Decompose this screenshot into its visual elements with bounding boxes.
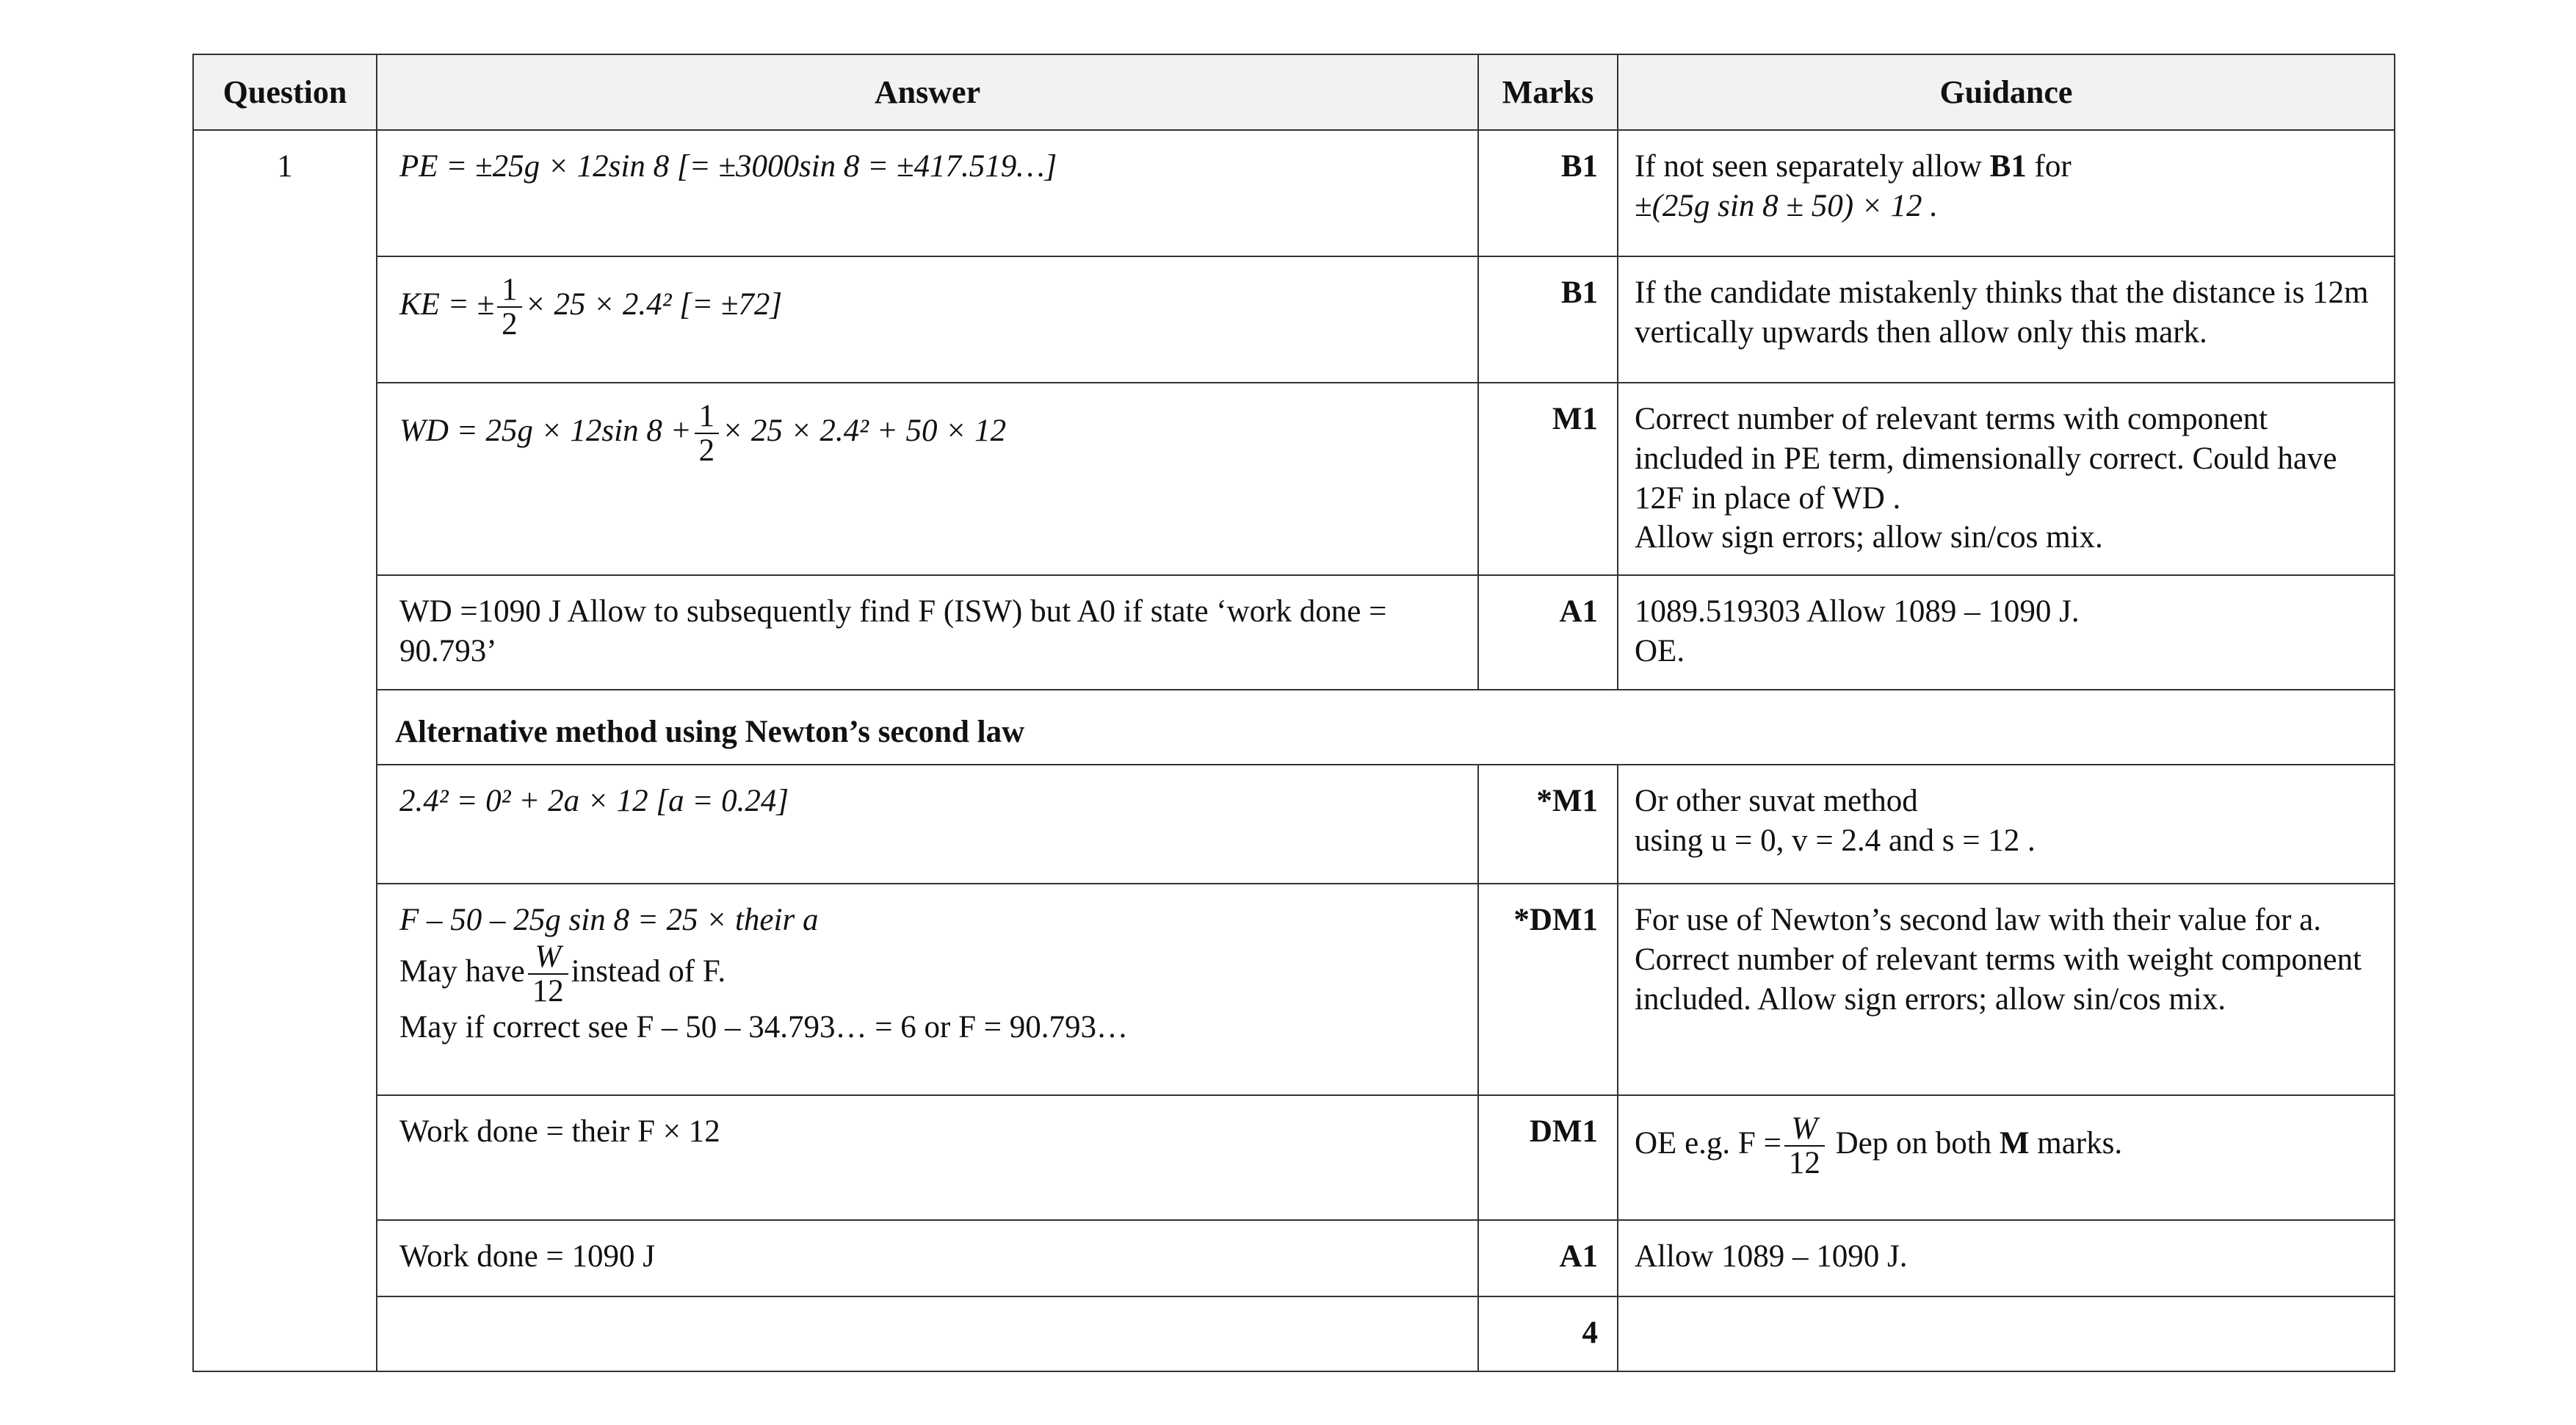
guidance-text: using u = 0, v = 2.4 and s = 12 . — [1635, 823, 2036, 858]
guidance-text: Correct number of relevant terms with component included in PE term, dimensionally correct. Could have 12F in place of WD . — [1635, 402, 2337, 516]
section-heading-row — [193, 690, 2395, 765]
header-answer: Answer — [377, 54, 1478, 130]
fraction-denominator: 12 — [532, 973, 564, 1009]
mark-code: DM1 — [1478, 1095, 1618, 1220]
table-row — [193, 256, 2395, 383]
guidance-text: 1089.519303 Allow 1089 – 1090 J. — [1635, 594, 2080, 629]
answer-newton: F – 50 – 25g sin 8 = 25 × their a — [399, 903, 819, 937]
header-marks: Marks — [1478, 54, 1618, 130]
table-row — [193, 130, 2395, 256]
fraction — [1784, 1112, 1825, 1180]
mark-scheme-table — [192, 54, 2395, 1372]
guidance-mark-ref: B1 — [1989, 149, 2027, 184]
fraction — [497, 273, 522, 341]
answer-text: instead of F. — [571, 953, 726, 989]
header-question: Question — [193, 54, 377, 130]
table-row — [193, 383, 2395, 575]
guidance-text: OE e.g. F = — [1635, 1126, 1781, 1161]
fraction-denominator: 2 — [698, 433, 715, 469]
mark-code: A1 — [1478, 1220, 1618, 1296]
table-row — [193, 884, 2395, 1095]
fraction-numerator: W — [1784, 1112, 1825, 1147]
table-row — [193, 1095, 2395, 1220]
mark-code: B1 — [1478, 130, 1618, 256]
answer-pe: PE = ±25g × 12sin 8 [= ±3000sin 8 = ±417.519…] — [399, 149, 1057, 184]
total-marks: 4 — [1478, 1296, 1618, 1371]
answer-ke-right: × 25 × 2.4² [= ±72] — [524, 287, 783, 322]
header-guidance: Guidance — [1618, 54, 2395, 130]
guidance-text: OE. — [1635, 633, 1685, 668]
answer-ke-left: KE = ± — [399, 287, 495, 322]
guidance-mark-ref: M — [1999, 1126, 2030, 1161]
table-row — [193, 1220, 2395, 1296]
guidance-text: for — [2034, 149, 2072, 184]
guidance-text: If the candidate mistakenly thinks that the distance is 12m vertically upwards then allow only this mark. — [1618, 256, 2395, 383]
fraction — [695, 400, 720, 467]
guidance-text: marks. — [2037, 1126, 2123, 1161]
alternative-method-heading: Alternative method using Newton’s second law — [377, 690, 2395, 765]
answer-wd-right: × 25 × 2.4² + 50 × 12 — [722, 414, 1007, 449]
fraction-numerator: 1 — [695, 400, 720, 434]
answer-work-done: Work done = their F × 12 — [377, 1095, 1478, 1220]
table-row — [193, 575, 2395, 690]
table-row — [193, 765, 2395, 884]
answer-wd-left: WD = 25g × 12sin 8 + — [399, 414, 692, 449]
mark-code: A1 — [1478, 575, 1618, 690]
fraction-denominator: 2 — [502, 307, 518, 342]
mark-code: *M1 — [1478, 765, 1618, 884]
guidance-text: Allow sign errors; allow sin/cos mix. — [1635, 520, 2103, 555]
header-row — [193, 54, 2395, 130]
mark-code: M1 — [1478, 383, 1618, 575]
fraction-numerator: 1 — [497, 273, 522, 308]
question-number: 1 — [193, 130, 377, 1371]
answer-text: May have — [399, 953, 525, 989]
guidance-text: Allow 1089 – 1090 J. — [1618, 1220, 2395, 1296]
guidance-text: Dep on both — [1835, 1126, 1992, 1161]
answer-work-done-result: Work done = 1090 J — [377, 1220, 1478, 1296]
guidance-text: If not seen separately allow — [1635, 149, 1982, 184]
guidance-text: For use of Newton’s second law with their value for a. Correct number of relevant terms with weight component included. Allow sign errors; allow sin/cos mix. — [1618, 884, 2395, 1095]
fraction-denominator: 12 — [1788, 1146, 1820, 1181]
guidance-formula: ±(25g sin 8 ± 50) × 12 . — [1635, 188, 1939, 223]
guidance-text: Or other suvat method — [1635, 784, 1918, 818]
mark-code: *DM1 — [1478, 884, 1618, 1095]
total-row — [193, 1296, 2395, 1371]
mark-code: B1 — [1478, 256, 1618, 383]
fraction-numerator: W — [528, 940, 568, 975]
answer-suvat: 2.4² = 0² + 2a × 12 [a = 0.24] — [399, 784, 789, 818]
answer-text: May if correct see F – 50 – 34.793… = 6 or F = 90.793… — [399, 1010, 1128, 1045]
answer-wd-result: WD =1090 J Allow to subsequently find F (ISW) but A0 if state ‘work done = 90.793’ — [377, 575, 1478, 690]
fraction — [528, 940, 568, 1008]
